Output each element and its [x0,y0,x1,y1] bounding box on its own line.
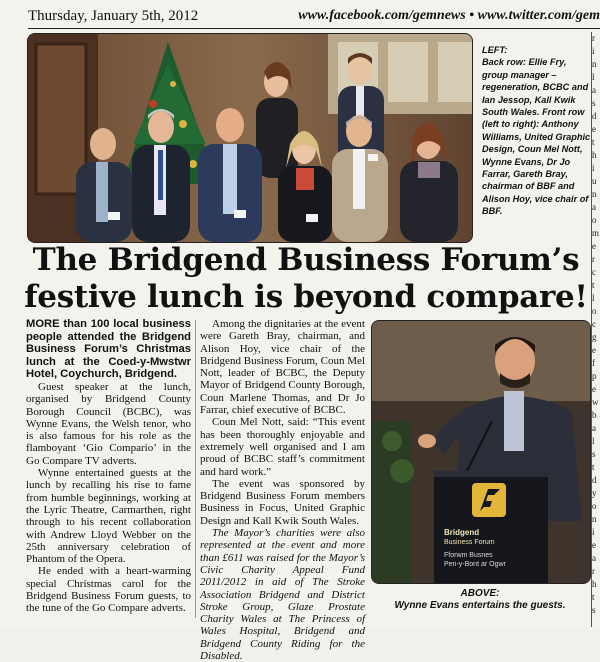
caption-label: LEFT: [482,45,508,55]
headline-line-2: festive lunch is beyond compare! [24,279,588,315]
group-photo-illustration [28,34,472,242]
podium-text-4: Pen-y-Bont ar Ogwr [444,561,506,568]
article-paragraph: Among the dignitaries at the event were Gareth Bray, chairman, and Alison Hoy, vice chair of the Bridgend Business Forum, Coun Mel Nott, leader of BCBC, the Deputy Mayor of Bridgend County Borough, Coun Marlene Thomas, and Dr Jo Farrar, chief executive of BCBC. [200,318,365,417]
article-column-1 [26,318,191,615]
article-headline [22,242,590,316]
podium-text-1: Bridgend [444,528,480,537]
page-header [28,8,600,29]
speaker-photo [371,320,591,584]
article-paragraph: He ended with a heart-warming special Christmas carol for the Bridgend Business Forum guests, to the tune of the Go Compare adverts. [26,565,191,615]
headline-line-1: The Bridgend Business Forum’s [32,242,580,278]
article-paragraph: Wynne entertained guests at the lunch by recalling his rise to fame from humble beginnings, working at the Lyric Theatre, Carmarthen, right through to his recent collaboration with Andrew Lloyd Webber on the 25th anniversary celebration of Phantom of the Opera. [26,467,191,566]
speaker-photo-illustration [372,321,590,583]
social-links: www.facebook.com/gemnews • www.twitter.com/gem [298,8,600,23]
issue-date: Thursday, January 5th, 2012 [28,8,199,24]
group-photo [27,33,473,243]
article-paragraph-italic: The Mayor’s charities were also represented at the event and more than £611 was raised for the Mayor’s Civic Charity Appeal Fund 2011/2012 in aid of The Stroke Association Bridgend and District Stroke Group, Glaze Prostate Charity Wales at The Princess of Wales Hospital, Bridgend and Bridgend County Riding for the Disabled. [200,527,365,662]
podium-text-2: Business Forum [444,539,495,546]
column-divider [195,320,196,618]
article-column-2 [200,318,365,662]
speaker-photo-caption [371,588,589,612]
caption-label: ABOVE: [460,588,500,599]
caption-text: Wynne Evans entertains the guests. [394,600,566,611]
adjacent-column-edge: r i n l a s d e t h i u n a o m e r c t l o c g e f p e w b a l s t d y o n i e a r h t s [591,32,600,627]
article-paragraph: Guest speaker at the lunch, organised by Bridgend County Borough Council (BCBC), was Wynne Evans, the Welsh tenor, who is also famous for his role as the flamboyant ‘Gio Compario’ in the Go Compare TV adverts. [26,380,191,467]
article-lead: MORE than 100 local business people attended the Bridgend Business Forum’s Christmas lunch at the Coed-y-Mwstwr Hotel, Coychurch, Bridgend. [26,318,191,381]
caption-text: Back row: Ellie Fry, group manager – regeneration, BCBC and Ian Jessop, Kall Kwik South Wales. Front row (left to right): Anthony Williams, United Graphic Design, Coun Mel Nott, Wynne Evans, Dr Jo Farrar, Gareth Bray, chairman of BBF and Alison Hoy, vice chair of BBF. [482,57,591,217]
article-paragraph: The event was sponsored by Bridgend Business Forum members Business in Focus, United Graphic Design and Kall Kwik South Wales. [200,477,365,527]
article-paragraph: Coun Mel Nott, said: “This event has been thoroughly enjoyable and extremely well organised and I am proud of BCBC staff’s commitment and hard work.” [200,416,365,478]
podium-text-3: Fforwm Busnes [444,552,493,559]
group-photo-caption [482,44,592,218]
